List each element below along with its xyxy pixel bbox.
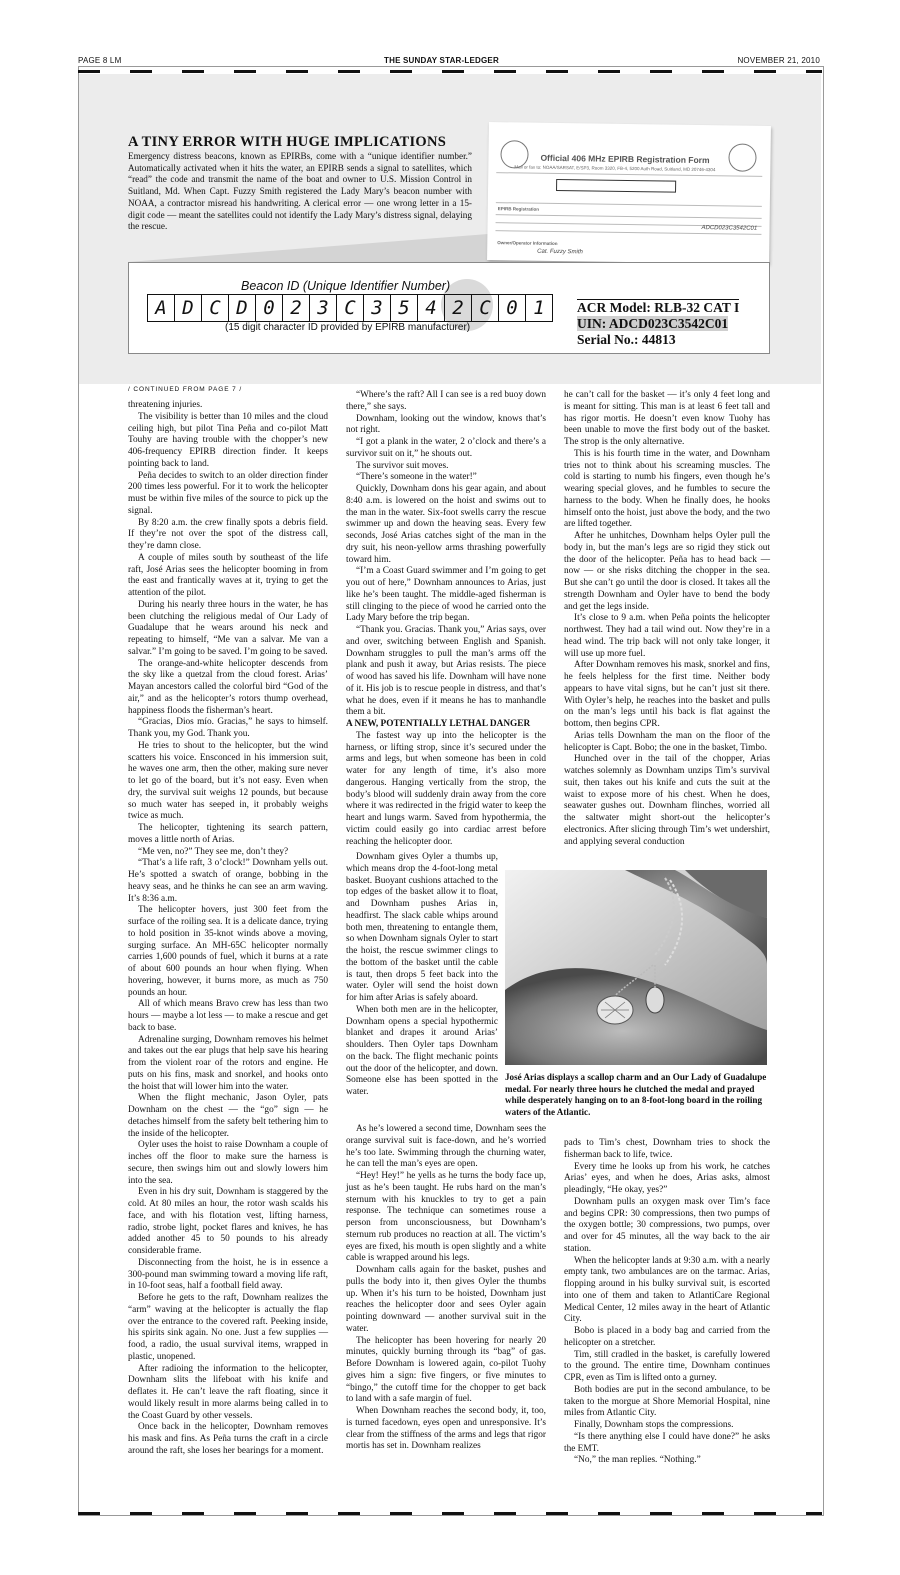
paragraph: Both bodies are put in the second ambulance, to be taken to the morgue at Shore Memorial Hospital, nine miles from Atlantic City. — [564, 1384, 770, 1419]
paragraph: Even in his dry suit, Downham is staggered by the cold. At 80 miles an hour, the rotor wash scalds his face, and with his flotation vest, lifting harness, radio, strobe light, pocket flares and knives, he has added another 45 to 50 pounds to his already considerable frame. — [128, 1187, 328, 1256]
id-char: C — [337, 295, 364, 321]
paragraph: “Thank you. Gracias. Thank you,” Arias says, over and over, switching between English and Spanish. Downham struggles to pull the man’s arms off the plank and push it away, but Arias resists. The piece of wood has saved his life. Downham will have none of it. His job is to rescue people in distress, and that’s what he does, even if it means he has to manhandle them a bit. — [346, 625, 546, 718]
paragraph: Downham pulls an oxygen mask over Tim’s face and begins CPR: 30 compressions, then two pumps of the oxygen bottle; 30 compressions, two pumps, over and over for 45 minutes, all the way back to the air station. — [564, 1196, 770, 1254]
form-owner-section: Owner/Operator Information — [497, 240, 558, 247]
paragraph: As he’s lowered a second time, Downham sees the orange survival suit is face-down, and he’s worried he’s too late. Swimming through the churning water, he can tell the man’s eyes are open. — [346, 1124, 546, 1170]
coast-guard-seal-icon — [728, 143, 756, 171]
paragraph: “No,” the man replies. “Nothing.” — [574, 1455, 701, 1466]
paragraph: Downham calls again for the basket, pushes and pulls the body into it, then gives Oyler the thumbs up. When it’s his turn to be hoisted, Downham just reaches the helicopter door and sees Oyler again pointing downward — another survival suit in the water. — [346, 1265, 546, 1334]
newspaper-name: THE SUNDAY STAR-LEDGER — [384, 56, 499, 65]
paragraph: The fastest way up into the helicopter is the harness, or lifting strop, since it’s secured under the arms and legs, but when someone has been in cold water for any length of time, it’s also more dangerous. Hanging vertically from the strop, the body’s blood will suddenly drain away from the core where it was redirected in the frigid water to keep the heart and lungs warm. Saved from hypothermia, the victim could easily go into cardiac arrest before reaching the helicopter door. — [346, 730, 546, 847]
beacon-id-note: (15 digit character ID provided by EPIRB manufacturer) — [225, 322, 471, 333]
beacon-id-zoom — [128, 262, 770, 354]
registration-form-image — [487, 122, 771, 264]
form-epirb-section: EPIRB Registration — [497, 206, 540, 212]
beacon-label-info — [577, 299, 739, 348]
bottom-rule — [78, 1512, 822, 1515]
beacon-id-label: Beacon ID (Unique Identifier Number) — [241, 279, 451, 293]
paragraph: A couple of miles south by southeast of the life raft, José Arias sees the helicopter booming in from the east and frantically waves at it, trying to get the attention of the pilot. — [128, 552, 328, 598]
paragraph: During his nearly three hours in the water, he has been clutching the religious medal of Our Lady of Guadalupe that he wears around his neck and repeating to himself, “Me van a salvar. Me van a salvar.” I’m going to be saved. I’m going to be saved. — [128, 599, 328, 657]
page-number: PAGE 8 LM — [78, 56, 122, 65]
paragraph: Hunched over in the tail of the chopper, Arias watches solemnly as Downham unzips Tim’s survival suit, then takes out his knife and cuts the suit at the waist to expose more of his chest. When he does, seawater gushes out. Downham flinches, worried all the saltwater might short-out the helicopter’s electronics. After slicing through Tim’s wet undershirt, and applying several conduction — [564, 754, 770, 847]
id-char: 5 — [391, 295, 418, 321]
paragraph: When Downham reaches the second body, it, too, is turned facedown, eyes open and unresponsive. It’s clear from the stiffness of the arms and legs that rigor mortis has set in. Downham realizes — [346, 1406, 546, 1452]
top-rule — [78, 70, 822, 73]
form-title: Official 406 MHz EPIRB Registration Form — [540, 152, 710, 166]
paragraph: Before he gets to the raft, Downham realizes the “arm” waving at the helicopter is actually the flap over the entrance to the covered raft. Peeking inside, his spirits sink again. No one. Just a few supplies — food, a radio, the usual survival items, wrapped in plastic, unopened. — [128, 1293, 328, 1362]
id-char: A — [148, 295, 175, 321]
form-mail-line: Mail or fax to: NOAA/SARSAT, E/SP3, Room 3320, FB-4, 5200 Auth Road, Suitland, MD 20746-4304 — [514, 164, 716, 173]
photo-caption: José Arias displays a scallop charm and an Our Lady of Guadalupe medal. For nearly three hours he clutched the medal and prayed while desperately hanging on to an 8-foot-long board in the roiling waters of the Atlantic. — [505, 1072, 767, 1117]
paragraph: “Gracias, Dios mío. Gracias,” he says to himself. Thank you, my God. Thank you. — [128, 717, 328, 739]
paragraph: Once back in the helicopter, Downham removes his mask and fins. As Peña turns the craft in a circle around the raft, she loses her bearings for a moment. — [128, 1422, 328, 1456]
medal-photo — [505, 870, 767, 1065]
paragraph: After radioing the information to the helicopter, Downham slits the lifeboat with his knife and deflates it. He can’t leave the raft floating, since it would likely result in more alarms being called in to the Coast Guard by other vessels. — [128, 1363, 328, 1421]
serial-number: Serial No.: 44813 — [577, 332, 676, 347]
form-line — [496, 172, 762, 177]
paragraph: “Hey! Hey!” he yells as he turns the body face up, just as he’s been taught. He rubs hard on the man’s sternum with his knuckles to try to get a pain response. The technique can sometimes rouse a person from unconsciousness, but Downham’s sternum rub produces no reaction at all. The victim’s eyes are fixed, his mouth is open slightly and a white cable is wrapped around his legs. — [346, 1171, 546, 1264]
paragraph: pads to Tim’s chest, Downham tries to shock the fisherman back to life, twice. — [564, 1138, 770, 1160]
column-2-mid — [346, 852, 498, 1099]
graphic-title: A TINY ERROR WITH HUGE IMPLICATIONS — [128, 134, 447, 150]
id-char: 2 — [445, 295, 472, 321]
paragraph: After Downham removes his mask, snorkel and fins, he feels helpless for the first time. Neither body appears to have vital signs, but he can’t just sit there. With Oyler’s help, he reaches into the basket and pulls on the man’s legs until his back is flat against the bottom, then begins CPR. — [564, 660, 770, 729]
form-line — [496, 214, 762, 219]
paragraph: Finally, Downham stops the compressions. — [574, 1420, 734, 1430]
paragraph: Arias tells Downham the man on the floor of the helicopter is Capt. Bobo; the one in the basket, Timbo. — [564, 730, 770, 753]
id-char: 2 — [283, 295, 310, 321]
paragraph: Quickly, Downham dons his gear again, and about 8:40 a.m. is lowered on the hoist and swims out to the man in the water. Six-foot swells carry the rescue swimmer up and down the heaving seas. Every few seconds, José Arias catches sight of the man in the dry suit, his neon-yellow arms thrashing powerfully toward him. — [346, 484, 546, 565]
column-2-top — [346, 390, 546, 848]
form-handwritten-name: Cat. Fuzzy Smith — [537, 248, 583, 256]
paragraph: The helicopter has been hovering for nearly 20 minutes, quickly burning through its “bag” of gas. Before Downham is lowered again, co-pilot Tuohy gives him a sign: five fingers, or five minutes to “bingo,” the cutoff time for the chopper to get back to land with a safe margin of fuel. — [346, 1335, 546, 1405]
column-3-top — [564, 390, 770, 848]
id-char: D — [229, 295, 256, 321]
form-handwritten-uin: ADCD023C3542C01 — [701, 225, 758, 232]
paragraph: “I got a plank in the water, 2 o’clock and there’s a survivor suit on it,” he shouts out. — [346, 437, 546, 459]
paragraph: The helicopter hovers, just 300 feet from the surface of the roiling sea. It is a delicate dance, trying to hold position in 35-knot winds above a moving, surging surface. An MH-65C helicopter normally carries 1,600 pounds of fuel, which it burns at a rate of about 600 pounds an hour when flying. When hovering, however, it burns more, as much as 750 pounds an hour. — [128, 905, 328, 998]
acr-model: ACR Model: RLB-32 CAT I — [577, 300, 740, 315]
paragraph: Every time he looks up from his work, he catches Arias’ eyes, and when he does, Arias asks, almost pleadingly, “He okay, yes?” — [564, 1161, 770, 1195]
paragraph: Downham gives Oyler a thumbs up, which means drop the 4-foot-long metal basket. Buoyant cushions attached to the top edges of the basket allow it to float, and Downham pushes Arias in, headfirst. The slack cable whips around both men, threatening to entangle them, so when Downham signals Oyler to start the hoist, the rescue swimmer clings to the bottom of the basket until the cable is taut, then drops 5 feet back into the water. Oyler will send the hoist down for him after Arias is safely aboard. — [346, 852, 498, 1003]
continued-line: / CONTINUED FROM PAGE 7 / — [128, 386, 243, 393]
paragraph: “Where’s the raft? All I can see is a red buoy down there,” she says. — [346, 390, 546, 412]
graphic-intro: Emergency distress beacons, known as EPIRBs, come with a “unique identifier number.” Automatically activated when it hits the water, an EPIRB sends a signal to satellites, which “read” the code and transmit the name of the boat and owner to U.S. Mission Control in Suitland, Md. When Capt. Fuzzy Smith registered the Lady Mary’s beacon number with NOAA, a contractor misread his handwriting. A clerical error — one wrong letter in a 15-digit code — meant the satellites could not identify the Lady Mary’s distress signal, delaying the rescue. — [128, 151, 472, 232]
id-char: 1 — [533, 297, 545, 319]
paragraph: Disconnecting from the hoist, he is in essence a 300-pound man swimming toward a moving life raft, in 10-foot seas, half a football field away. — [128, 1257, 328, 1292]
paragraph: Downham, looking out the window, knows that’s not right. — [346, 413, 546, 436]
beacon-id-boxes — [147, 294, 553, 322]
paragraph: Oyler uses the hoist to raise Downham a couple of inches off the floor to make sure the harness is secure, then swings him out and slowly lowers him into the sea. — [128, 1140, 328, 1186]
paragraph: He tries to shout to the helicopter, but the wind scatters his voice. Ensconced in his immersion suit, he waves one arm, then the other, making sure never to let go of the board, but it’s not easy. Even when dry, the survival suit weighs 12 pounds, but because so much water has seeped in, it probably weighs twice as much. — [128, 740, 328, 822]
id-char: C — [202, 295, 229, 321]
paragraph: he can’t call for the basket — it’s only 4 feet long and is meant for sitting. This man is at least 6 feet tall and has rigor mortis. He doesn’t even know Tuohy has been unable to move the first body out of the basket. The strop is the only alternative. — [564, 390, 770, 447]
id-char: 4 — [418, 295, 445, 321]
paragraph: “I’m a Coast Guard swimmer and I’m going to get you out of here,” Downham announces to Arias, just like he’s been taught. The middle-aged fisherman is still clinging to the piece of wood he carried onto the Lady Mary before the trip began. — [346, 566, 546, 624]
paragraph: By 8:20 a.m. the crew finally spots a debris field. If they’re not over the spot of the distress call, they’re damn close. — [128, 517, 328, 551]
paragraph: “Is there anything else I could have done?” he asks the EMT. — [564, 1431, 770, 1454]
id-char: 0 — [499, 295, 526, 321]
id-char: 0 — [256, 295, 283, 321]
paragraph: All of which means Bravo crew has less than two hours — maybe a lot less — to make a rescue and get back to base. — [128, 999, 328, 1033]
paragraph: threatening injuries. — [128, 400, 203, 410]
id-char: D — [175, 295, 202, 321]
paragraph: “That’s a life raft, 3 o’clock!” Downham yells out. He’s spotted a swatch of orange, bobbing in the heavy seas, and he thinks he can see an arm waving. It’s 8:36 a.m. — [128, 858, 328, 904]
paragraph: The orange-and-white helicopter descends from the sky like a quetzal from the cloud forest. Arias’ Mayan ancestors called the colorful bird “God of the air,” and as the helicopter’s rotors thump overhead, happiness floods the fisherman’s heart. — [128, 658, 328, 716]
paragraph: When both men are in the helicopter, Downham opens a special hypothermic blanket and drapes it around Arias’ shoulders. Then Oyler taps Downham on the back. The flight mechanic points out the door of the helicopter, and down. Someone else has been spotted in the water. — [346, 1004, 498, 1097]
column-1 — [128, 400, 328, 1458]
paragraph: The survivor suit moves. — [356, 460, 449, 471]
paragraph: “Me ven, no?” They see me, don’t they? — [138, 846, 289, 857]
paragraph: The helicopter, tightening its search pattern, moves a little north of Arias. — [128, 823, 328, 845]
paragraph: The visibility is better than 10 miles and the cloud ceiling high, but pilot Tina Peña and co-pilot Matt Touhy are having trouble with the chopper’s new 406-frequency EPIRB direction finder. It keeps pointing back to land. — [128, 411, 328, 469]
paragraph: Adrenaline surging, Downham removes his helmet and takes out the ear plugs that help save his hearing from the violent roar of the rotors and engine. He puts on his fins, mask and snorkel, and hooks onto the hoist that will lower him into the water. — [128, 1034, 328, 1092]
form-uin-boxes — [556, 179, 676, 193]
paragraph: After he unhitches, Downham helps Oyler pull the body in, but the man’s legs are so rigid they stick out the door of the helicopter. Peña has to head back — now — or she risks ditching the chopper in the sea. But she can’t go until the door is closed. It takes all the strength Downham and Oyler have to bend the body and get the legs inside. — [564, 531, 770, 612]
id-char: C — [472, 295, 499, 321]
id-char: 3 — [364, 295, 391, 321]
column-2-bottom — [346, 1124, 546, 1453]
paragraph: It’s close to 9 a.m. when Peña points the helicopter northwest. They had a tail wind out. Now they’re in a head wind. The trip back will not only take longer, it will use up more fuel. — [564, 613, 770, 659]
uin: UIN: ADCD023C3542C01 — [577, 316, 729, 331]
paragraph: Bobo is placed in a body bag and carried from the helicopter on a stretcher. — [564, 1326, 770, 1348]
paragraph: Peña decides to switch to an older direction finder 200 times less powerful. For it to work the helicopter must be within five miles of the source to pick up the signal. — [128, 470, 328, 516]
id-char: 3 — [310, 295, 337, 321]
column-3-bottom — [564, 1138, 770, 1467]
paragraph: Tim, still cradled in the basket, is carefully lowered to the ground. The entire time, Downham continues CPR, even as Tim is lifted onto a gurney. — [564, 1349, 770, 1383]
issue-date: NOVEMBER 21, 2010 — [737, 56, 820, 65]
paragraph: When the helicopter lands at 9:30 a.m. with a nearly empty tank, two ambulances are on the tarmac. Arias, flopping around in his bulky survival suit, is escorted into one of them and taken to AtlantiCare Regional Medical Center, 12 miles away in the heart of Atlantic City. — [564, 1255, 770, 1325]
paragraph: “There’s someone in the water!” — [356, 472, 477, 483]
paragraph: When the flight mechanic, Jason Oyler, pats Downham on the chest — the “go” sign — he detaches himself from the safety belt tethering him to the inside of the helicopter. — [128, 1093, 328, 1139]
paragraph: This is his fourth time in the water, and Downham tries not to think about his screaming muscles. The cold is starting to numb his fingers, even though he’s wearing special gloves, and he fumbles to secure the harness to the body. When he finally does, he hooks himself onto the hoist, just above the body, and the two are lifted together. — [564, 448, 770, 530]
subhead: A NEW, POTENTIALLY LETHAL DANGER — [346, 719, 531, 729]
